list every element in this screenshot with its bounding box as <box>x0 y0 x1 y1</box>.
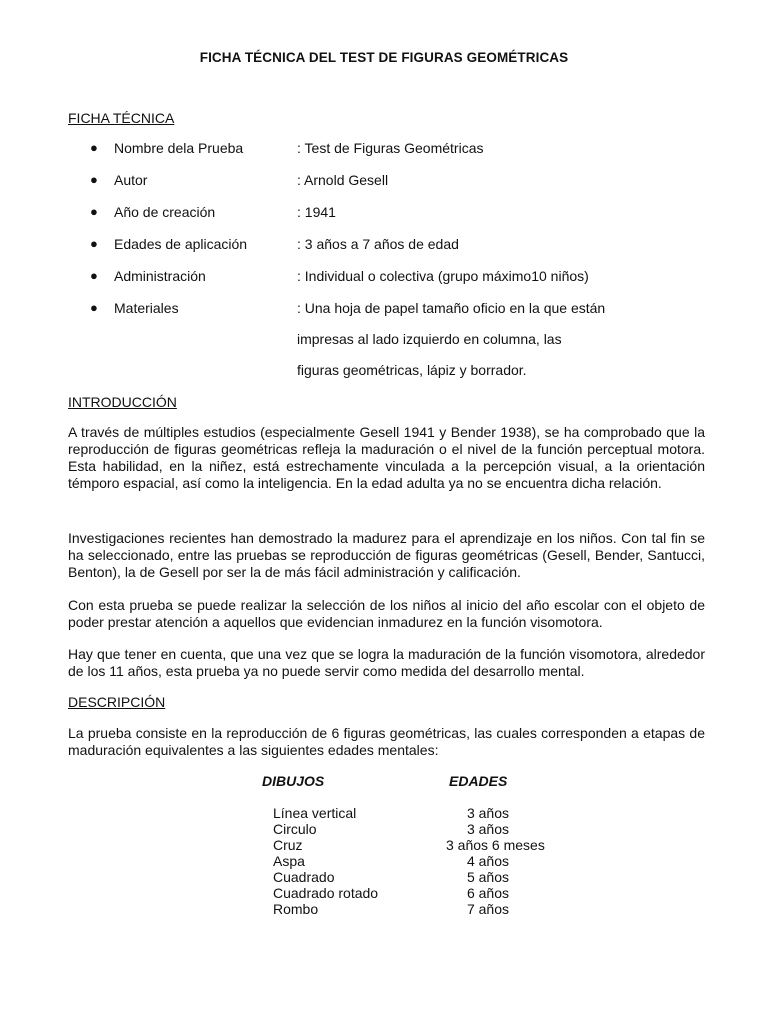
table-header-dibujos: DIBUJOS <box>262 773 325 789</box>
descripcion-paragraph: La prueba consiste en la reproducción de 6 figuras geométricas, las cuales corresponden a etapas de maduración equivalentes a las siguientes edades mentales: <box>68 725 705 758</box>
ficha-item-label: Administración <box>114 268 206 284</box>
table-cell-edad: 3 años 6 meses <box>446 837 545 853</box>
ficha-item-administracion <box>0 268 768 288</box>
table-cell-dibujo: Cuadrado rotado <box>273 885 379 901</box>
ficha-item-value: : Arnold Gesell <box>297 172 389 188</box>
intro-paragraph: Hay que tener en cuenta, que una vez que se logra la maduración de la función visomotora, alrededor de los 11 años, esta prueba ya no puede servir como medida del desarrollo mental. <box>68 646 705 679</box>
table-cell-dibujo: Rombo <box>273 901 319 917</box>
ficha-item-label: Autor <box>114 172 148 188</box>
section-heading-introduccion: INTRODUCCIÓN <box>68 394 177 410</box>
ficha-item-label: Edades de aplicación <box>114 236 248 252</box>
ficha-item-autor <box>0 172 768 192</box>
table-header-edades: EDADES <box>449 773 508 789</box>
ficha-item-edades <box>0 236 768 256</box>
bullet-icon: ● <box>90 236 98 251</box>
materiales-continuation-line: figuras geométricas, lápiz y borrador. <box>297 362 527 378</box>
ficha-item-nombre <box>0 140 768 160</box>
ficha-item-label: Nombre dela Prueba <box>114 140 244 156</box>
ficha-item-anio <box>0 204 768 224</box>
ficha-item-value: : Test de Figuras Geométricas <box>297 140 484 156</box>
bullet-icon: ● <box>90 204 98 219</box>
bullet-icon: ● <box>90 268 98 283</box>
intro-paragraph: Investigaciones recientes han demostrado la madurez para el aprendizaje en los niños. Con tal fin se ha seleccionado, entre las pruebas se reproducción de figuras geométricas (Gesell, Bender, Santucci, Benton), la de Gesell por ser la de más fácil administración y calificación. <box>68 530 705 580</box>
section-heading-ficha: FICHA TÉCNICA <box>68 110 175 126</box>
ficha-item-value: : 3 años a 7 años de edad <box>297 236 459 252</box>
intro-paragraph: Con esta prueba se puede realizar la selección de los niños al inicio del año escolar con el objeto de poder prestar atención a aquellos que evidencian inmadurez en la función visomotora. <box>68 597 705 630</box>
ficha-item-label: Año de creación <box>114 204 216 220</box>
table-cell-dibujo: Cruz <box>273 837 303 853</box>
ficha-item-label: Materiales <box>114 300 179 316</box>
table-cell-edad: 7 años <box>466 901 510 917</box>
bullet-icon: ● <box>90 300 98 315</box>
ficha-item-materiales <box>0 300 768 320</box>
ficha-item-value: : 1941 <box>297 204 336 220</box>
section-heading-descripcion: DESCRIPCIÓN <box>68 694 166 710</box>
table-cell-edad: 4 años <box>466 853 510 869</box>
ficha-item-value: : Una hoja de papel tamaño oficio en la que están <box>297 300 606 316</box>
table-cell-dibujo: Circulo <box>273 821 317 837</box>
table-cell-edad: 3 años <box>466 821 510 837</box>
ficha-item-value: : Individual o colectiva (grupo máximo10 niños) <box>297 268 589 284</box>
table-cell-edad: 6 años <box>466 885 510 901</box>
table-cell-dibujo: Aspa <box>273 853 305 869</box>
materiales-continuation-line: impresas al lado izquierdo en columna, las <box>297 331 562 347</box>
intro-paragraph: A través de múltiples estudios (especialmente Gesell 1941 y Bender 1938), se ha comprobado que la reproducción de figuras geométricas refleja la maduración o el nivel de la función perceptual motora. Esta habilidad, en la niñez, está estrechamente vinculada a la percepción visual, a la orientación témporo espacial, así como la inteligencia. En la edad adulta ya no se encuentra dicha relación. <box>68 424 705 491</box>
bullet-icon: ● <box>90 140 98 155</box>
table-cell-dibujo: Cuadrado <box>273 869 335 885</box>
table-cell-dibujo: Línea vertical <box>273 805 357 821</box>
table-cell-edad: 3 años <box>466 805 510 821</box>
bullet-icon: ● <box>90 172 98 187</box>
document-title: FICHA TÉCNICA DEL TEST DE FIGURAS GEOMÉTRICAS <box>199 50 569 65</box>
table-cell-edad: 5 años <box>466 869 510 885</box>
